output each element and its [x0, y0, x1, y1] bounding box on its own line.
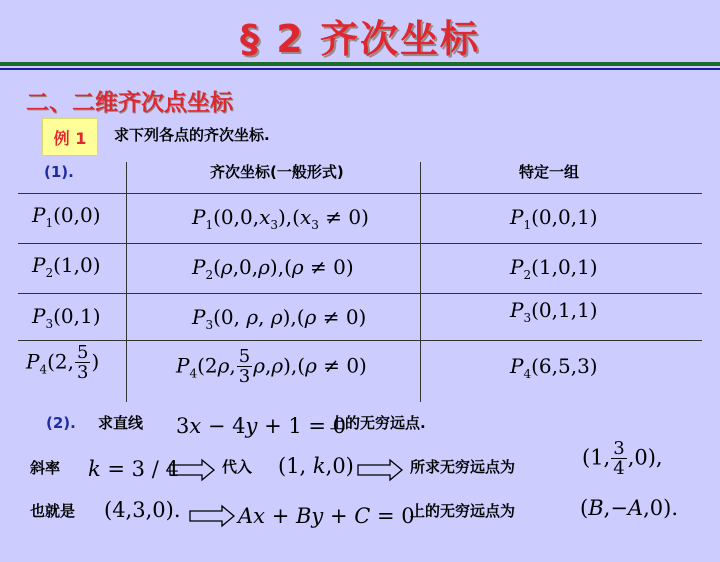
table-cell-point: $P_2(1,0)$: [32, 253, 101, 280]
line-equation: 3x − 4y + 1 = 0: [176, 414, 347, 438]
table-cell-point: $P_4(2$, $\frac{5}{3}$ ): [26, 342, 100, 383]
general-line: Ax + By + C = 0: [238, 504, 415, 528]
point-430: (4,3,0).: [104, 498, 181, 522]
result-point: (1, $\frac{3}{4}$ ,0),: [582, 438, 663, 479]
table-cell-specific: $P_2(1,0,1)$: [510, 255, 598, 282]
title-rule-thin: [0, 68, 720, 70]
general-point: (B,−A,0).: [580, 496, 678, 520]
table-column-divider: [420, 162, 421, 402]
general-suffix: 上的无穷远点为: [410, 502, 516, 520]
table-rule: [18, 293, 702, 294]
table-cell-point: $P_1(0,0)$: [32, 203, 101, 230]
table-cell-general: $P_2(\rho,0,\rho),(\rho \ne 0)$: [192, 255, 354, 282]
table-rule: [18, 243, 702, 244]
implies-arrow-icon: [188, 504, 236, 528]
implies-arrow-icon: [356, 458, 404, 482]
table-rule: [18, 193, 702, 194]
result-label: 所求无穷远点为: [410, 458, 516, 476]
slope-value: k = 3 / 4: [88, 457, 179, 481]
title-rule: [0, 62, 720, 66]
part2-prompt: 求直线: [98, 414, 144, 432]
page-title: § 2 齐次坐标: [240, 17, 480, 61]
table-cell-general: $P_3(0$, ρ, ρ),(ρ ≠ 0): [192, 305, 367, 332]
table-cell-specific: $P_3(0,1,1)$: [510, 298, 598, 325]
example-badge: 例 1: [42, 118, 98, 156]
table-column-divider: [126, 162, 127, 402]
table-cell-specific: $P_1(0,0,1)$: [510, 205, 598, 232]
substitute-label: 代入: [222, 458, 253, 476]
section-heading: 二、二维齐次点坐标: [26, 90, 233, 116]
part2-suffix: 上的无穷远点.: [330, 414, 426, 432]
slope-label: 斜率: [30, 459, 61, 477]
table-rule: [18, 340, 702, 341]
table-cell-specific: $P_4(6,5,3)$: [510, 354, 598, 381]
that-is-label: 也就是: [30, 502, 76, 520]
part2-label: (2).: [46, 414, 76, 432]
substituted-point: (1, k,0): [278, 454, 354, 478]
header-general-form: 齐次坐标(一般形式): [210, 163, 344, 181]
table-cell-general: $P_4(2\rho$, $\frac{5}{3}$ ρ,ρ),(ρ ≠ 0): [176, 346, 367, 387]
implies-arrow-icon: [168, 458, 216, 482]
header-specific: 特定一组: [519, 163, 580, 181]
table-label: (1).: [44, 163, 74, 181]
table-cell-point: $P_3(0,1)$: [32, 304, 101, 331]
table-cell-general: $P_1(0,0,x_3),(x_3 \ne 0)$: [192, 205, 369, 232]
example-intro: 求下列各点的齐次坐标.: [114, 126, 270, 144]
